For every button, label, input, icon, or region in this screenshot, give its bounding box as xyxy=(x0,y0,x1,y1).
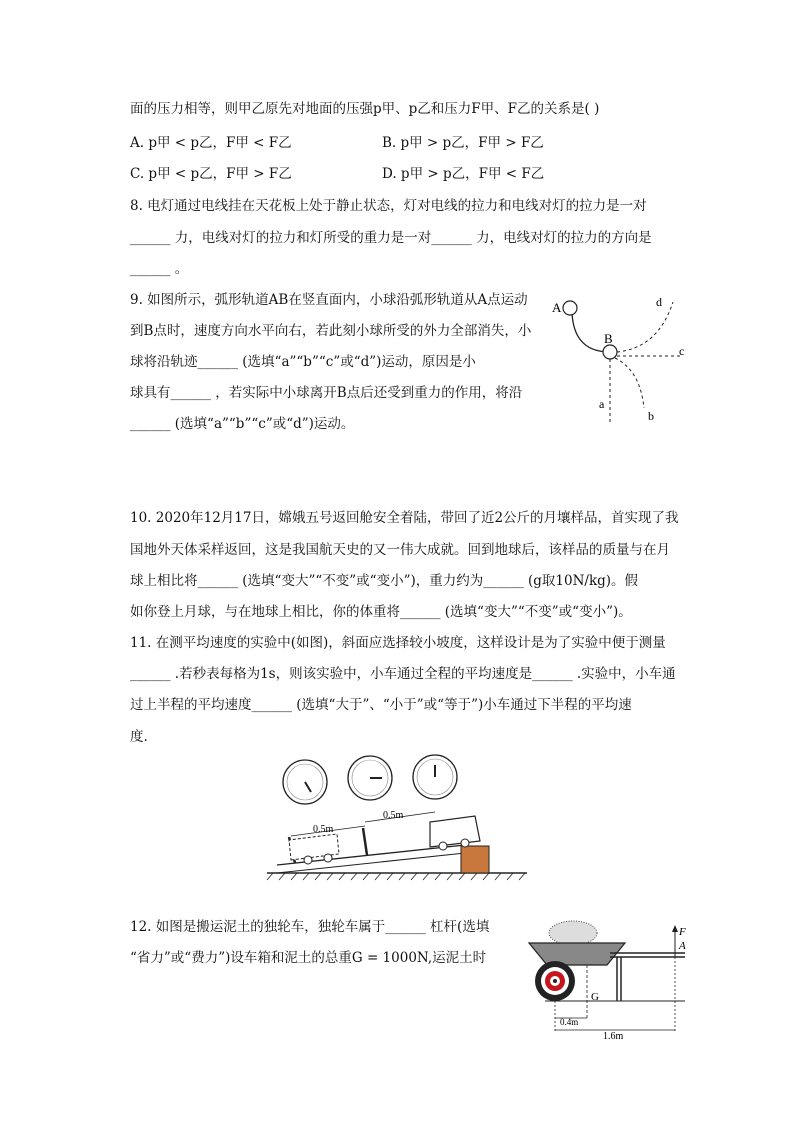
dist-label-2: 0.5m xyxy=(383,810,404,821)
q12-line-2: “省力”或“费力”)设车箱和泥土的总重G = 1000N,运泥土时 xyxy=(130,950,487,966)
label-a: A xyxy=(679,940,686,952)
middle-plate xyxy=(363,828,367,855)
label-path-a: a xyxy=(599,397,605,411)
q8-line-3: ______ 。 xyxy=(130,261,189,277)
q10-line-4: 如你登上月球，与在地球上相比，你的体重将______ (选填“变大”“不变”或“变小”)。 xyxy=(130,604,632,620)
dist-short-label: 0.4m xyxy=(560,1017,579,1027)
q11-line-4: 度. xyxy=(130,729,148,745)
stopwatch-1 xyxy=(283,760,327,804)
stopwatch-3 xyxy=(413,755,457,799)
q10-line-3: 球上相比将______ (选填“变大”“不变”或“变小”)，重力约为______ (g取10N/kg)。假 xyxy=(130,573,639,589)
dist-label-1: 0.5m xyxy=(313,824,334,835)
q8-line-1: 8. 电灯通过电线挂在天花板上处于静止状态，灯对电线的拉力和电线对灯的拉力是一对 xyxy=(130,198,647,214)
label-a-point: A xyxy=(552,300,562,315)
q9-track-figure xyxy=(548,290,688,430)
cart-top xyxy=(430,816,480,850)
label-g: G xyxy=(591,991,599,1003)
q7-option-d: D. p甲 > p乙，F甲 < F乙 xyxy=(382,166,545,182)
q8-line-2: ______ 力，电线对灯的拉力和灯所受的重力是一对______ 力，电线对灯的拉力的方向是 xyxy=(130,230,652,246)
path-b xyxy=(615,358,644,408)
label-path-c: c xyxy=(679,344,685,358)
q7-option-c: C. p甲 < p乙，F甲 > F乙 xyxy=(130,166,292,182)
q9-line-1: 9. 如图所示，弧形轨道AB在竖直面内，小球沿弧形轨道从A点运动 xyxy=(130,292,528,308)
q11-incline-figure xyxy=(265,752,535,887)
q7-stem: 面的压力相等，则甲乙原先对地面的压强p甲、p乙和压力F甲、F乙的关系是( ) xyxy=(130,101,600,117)
q9-line-3: 球将沿轨迹______ (选填“a”“b”“c”或“d”)运动，原因是小 xyxy=(130,354,476,370)
label-path-d: d xyxy=(656,295,662,309)
label-f: F xyxy=(679,926,686,938)
q7-option-a: A. p甲 < p乙，F甲 < F乙 xyxy=(130,135,292,151)
label-b-point: B xyxy=(604,331,613,346)
force-arrowhead-icon xyxy=(672,925,678,932)
q9-line-5: ______ (选填“a”“b”“c”或“d”)运动。 xyxy=(130,416,355,432)
path-d xyxy=(617,302,673,352)
q12-wheelbarrow-figure xyxy=(515,917,695,1042)
soil xyxy=(549,921,597,945)
label-path-b: b xyxy=(648,409,654,423)
q10-line-1: 10. 2020年12月17日，嫦娥五号返回舱安全着陆，带回了近2公斤的月壤样品，首实现了我 xyxy=(130,510,679,526)
support-block xyxy=(461,846,489,873)
dist-long-label: 1.6m xyxy=(603,1031,624,1042)
ball-b xyxy=(603,345,617,359)
q12-line-1: 12. 如图是搬运泥土的独轮车，独轮车属于______ 杠杆(选填 xyxy=(130,919,490,935)
q11-line-3: 过上半程的平均速度______ (选填“大于”、“小于”或“等于”)小车通过下半程的平均速 xyxy=(130,697,632,713)
wheel xyxy=(535,961,575,1001)
q9-line-2: 到B点时，速度方向水平向右，若此刻小球所受的外力全部消失，小 xyxy=(130,323,532,339)
bin xyxy=(529,943,625,965)
ball-a xyxy=(563,301,577,315)
cart-bottom xyxy=(289,834,339,864)
q11-line-1: 11. 在测平均速度的实验中(如图)，斜面应选择较小坡度，这样设计是为了实验中便于测量 xyxy=(130,635,666,651)
q10-line-2: 国地外天体采样返回，这是我国航天史的又一伟大成就。回到地球后，该样品的质量与在月 xyxy=(130,542,670,558)
stopwatch-2 xyxy=(348,756,392,800)
q9-line-4: 球具有______ ，若实际中小球离开B点后还受到重力的作用，将沿 xyxy=(130,385,523,401)
q7-option-b: B. p甲 > p乙，F甲 > F乙 xyxy=(382,135,544,151)
q11-line-2: ______ .若秒表每格为1s，则该实验中，小车通过全程的平均速度是______ .实验中，小车通 xyxy=(130,666,676,682)
ground-hatch xyxy=(267,873,525,880)
